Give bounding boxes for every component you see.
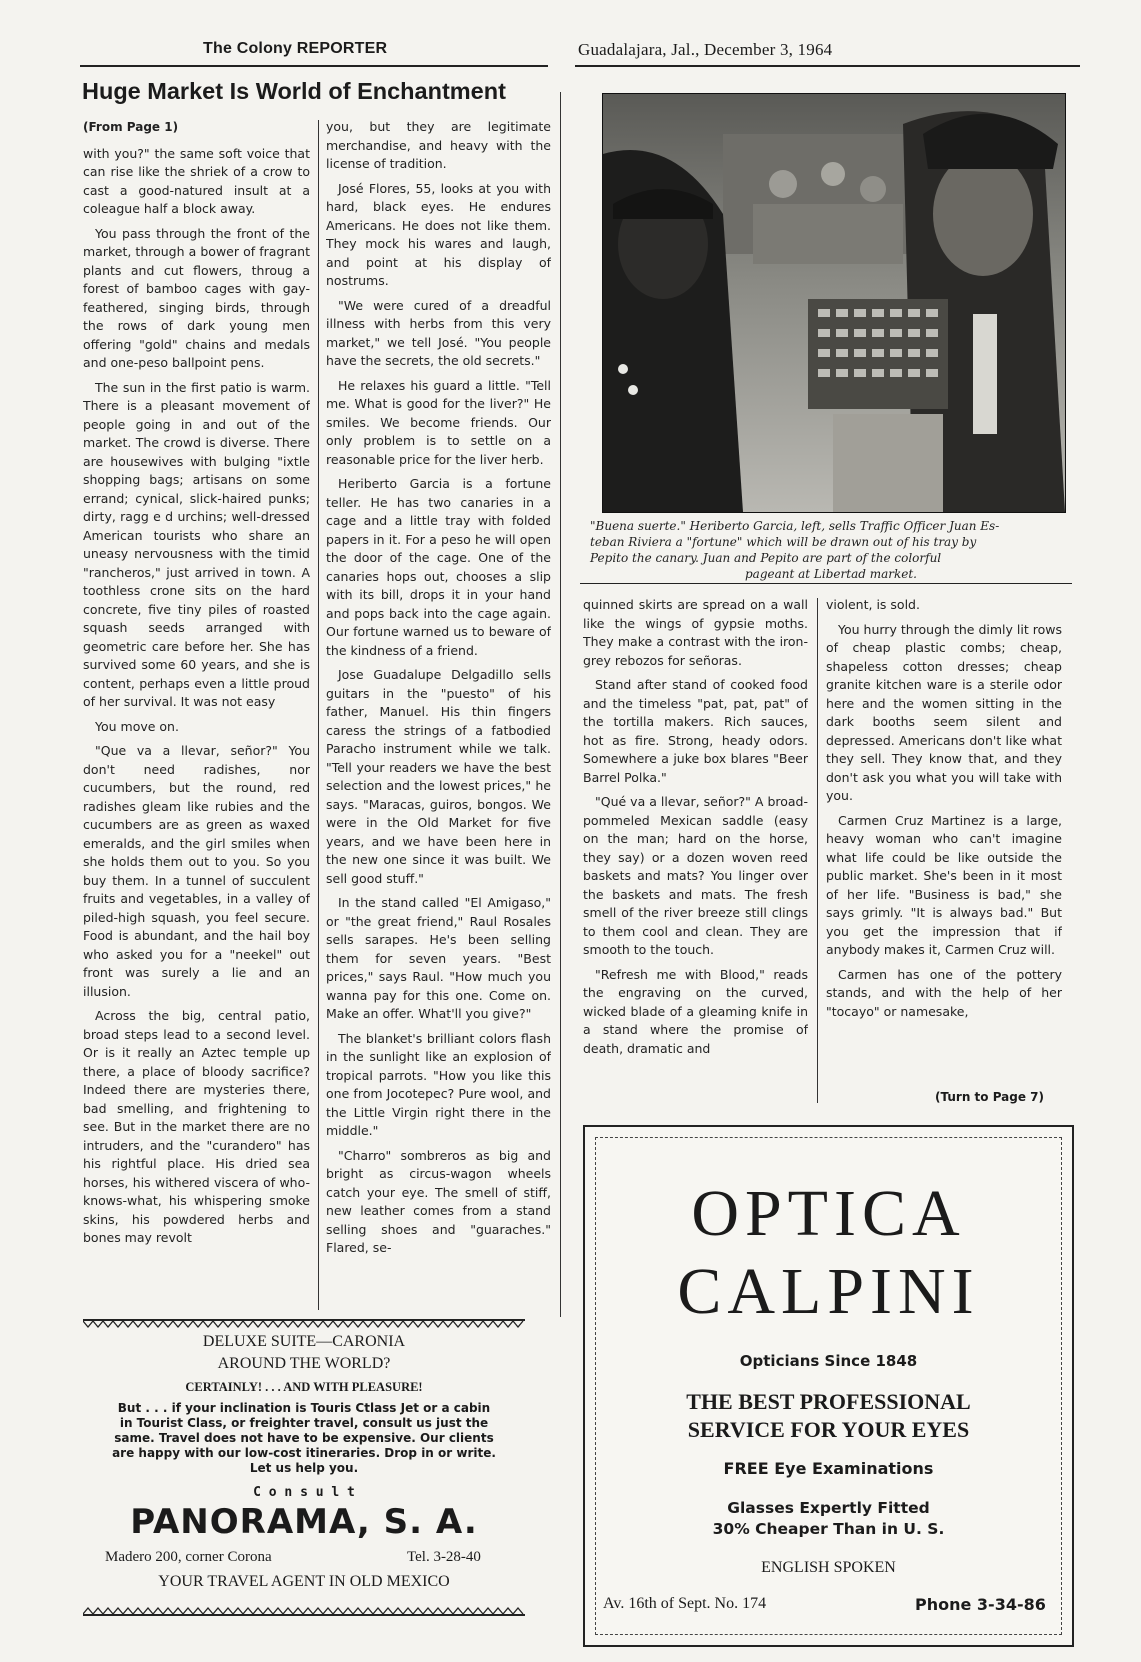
paragraph: José Flores, 55, looks at you with hard, black eyes. He endures Americans. He does not like them. They mock his wares and laugh, and point at his display of nostrums. xyxy=(326,180,551,288)
caption-line: pageant at Libertad market. xyxy=(744,567,917,581)
optica-calpini-ad xyxy=(583,1125,1074,1647)
paragraph: "Que va a llevar, señor?" You don't need radishes, nor cucumbers, but the round, red radishes gleam like rubies and the cucumbers are as green as waxed emeralds, and the girl smiles when she holds them out to you. So you buy them. In a tunnel of succulent fruits and vegetables, in a valley of piled-high squash, you feel secure. Food is abundant, and the hail boy who asked you for a "neekel" out front was surely a lie and an illusion. xyxy=(83,743,310,999)
optica-phone: Phone 3-34-86 xyxy=(915,1595,1046,1614)
optica-glasses: Glasses Expertly Fitted xyxy=(727,1499,930,1517)
paragraph: Stand after stand of cooked food and the timeless "pat, pat, pat" of the tortilla makers. Rich sauces, hot as fire. Strong, heady odors. Somewhere a juke box blares "Beer Barrel Polka." xyxy=(583,677,808,785)
optica-address: Av. 16th of Sept. No. 174 xyxy=(603,1595,767,1612)
paragraph: violent, is sold. xyxy=(826,597,920,612)
paragraph: "Qué va a llevar, señor?" A broad-pommeled Mexican saddle (easy on the man; hard on the horse, they say) or a dozen woven reed baskets and mats? You linger over the baskets and mats. The fresh smell of the river breeze still clings to them cool and clean. They are smooth to the touch. xyxy=(583,794,808,957)
ad-body-line: are happy with our low-cost itineraries. Drop in or write. xyxy=(112,1446,496,1460)
paragraph: He relaxes his guard a little. "Tell me. What is good for the liver?" He smiles. We become friends. Our only problem is to settle on a reasonable price for the liver herb. xyxy=(326,377,551,467)
turn-to-page: (Turn to Page 7) xyxy=(935,1090,1045,1104)
optica-glasses: 30% Cheaper Than in U. S. xyxy=(712,1520,945,1538)
paragraph: Jose Guadalupe Delgadillo sells guitars in the "puesto" of his father, Manuel. His thin fingers caress the strings of a fatbodied Paracho instrument while we talk. "Tell your readers we have the best selection and the lowest prices," he says. "Maracas, guiros, bongos. We were in the Old Market for five years, and we have been here in the new one since it was built. We sell good stuff." xyxy=(326,667,551,886)
ad-body-line: in Tourist Class, or freighter travel, consult us just the xyxy=(119,1416,489,1430)
caption-line: "Buena suerte." Heriberto Garcia, left, sells Traffic Officer Juan Es- xyxy=(590,519,1000,533)
optica-english: ENGLISH SPOKEN xyxy=(761,1559,896,1576)
optica-since: Opticians Since 1848 xyxy=(739,1352,918,1370)
caption-line: teban Riviera a "fortune" which will be drawn out of his tray by xyxy=(590,535,977,549)
paragraph: "Refresh me with Blood," reads the engraving on the curved, wicked blade of a gleaming knife in a stand where the promise of death, dramatic and xyxy=(583,966,808,1056)
paper-name: The Colony REPORTER xyxy=(203,40,388,57)
paragraph: Carmen Cruz Martinez is a large, heavy woman who can't imagine what life could be like outside the public market. She's been in it most of her life. "Business is bad," she says grimly. "It is always bad." But you get the impression that if anybody makes it, Carmen Cruz will. xyxy=(826,812,1062,957)
headline: Huge Market Is World of Enchantment xyxy=(82,78,506,104)
optica-slogan: SERVICE FOR YOUR EYES xyxy=(687,1417,970,1442)
photo-caption xyxy=(590,518,1072,582)
paragraph: You move on. xyxy=(95,718,179,734)
column-divider xyxy=(817,598,818,1103)
ad-body xyxy=(83,1401,525,1476)
market-photo xyxy=(602,93,1066,513)
paragraph: "Charro" sombreros as big and bright as circus-wagon wheels catch your eye. The smell of stiff, new leather comes from a stand selling shoes and "guaraches." Flared, se- xyxy=(326,1147,551,1255)
optica-free-exam: FREE Eye Examinations xyxy=(723,1459,934,1478)
panorama-tel: Tel. 3-28-40 xyxy=(407,1549,481,1565)
panorama-ad xyxy=(83,1317,525,1609)
ad-line: AROUND THE WORLD? xyxy=(217,1355,391,1372)
consult-label: C o n s u l t xyxy=(253,1485,355,1500)
paragraph: Heriberto Garcia is a fortune teller. He has two canaries in a cage and a little tray with folded papers in it. For a peso he will open the door of the cage. One of the canaries hops out, chooses a slip with its bill, drops it in your hand and pops back into the cage again. Our fortune warned us to beware of the kindness of a friend. xyxy=(326,476,551,658)
header-rule-right xyxy=(575,65,1080,67)
article-column-3 xyxy=(583,596,808,1101)
caption-line: Pepito the canary. Juan and Pepito are part of the colorful xyxy=(590,551,942,565)
article-column-1 xyxy=(83,118,310,1310)
ad-line: CERTAINLY! . . . AND WITH PLEASURE! xyxy=(185,1380,423,1394)
paragraph: You hurry through the dimly lit rows of cheap plastic combs; cheap, shapeless cotton dresses; cheap granite kitchen ware is a sterile odor here and the women sitting in the dark booths seem silent and depressed. Americans don't like what they sell. They know that, and they don't ask you what you will take with you. xyxy=(826,621,1062,803)
paragraph: Carmen has one of the pottery stands, and with the help of her "tocayo" or namesake, xyxy=(826,966,1062,1019)
article-column-4 xyxy=(826,596,1062,1086)
optica-name-line2: CALPINI xyxy=(677,1255,980,1328)
market-photo-image xyxy=(603,94,1065,512)
ad-line: DELUXE SUITE—CARONIA xyxy=(202,1333,406,1350)
paragraph: with you?" the same soft voice that can rise like the shriek of a crow to cast a good-natured insult at a coleague half a block away. xyxy=(83,145,310,216)
header-rule-left xyxy=(80,65,548,67)
paragraph: You pass through the front of the market, through a bower of fragrant plants and cut flowers, throug a forest of bamboo cages with gay-feathered, singing birds, through the rows of dark young men offering "gold" chains and medals and one-peso ballpoint pens. xyxy=(83,225,310,370)
column-divider xyxy=(318,120,319,1310)
paragraph: Across the big, central patio, broad steps lead to a second level. Or is it really an Aztec temple up there, a place of bloody sacrifice? Indeed there are mysteries there, bad smelling, and frightening to see. But in the market there are no intruders, and the "curandero" has his rightful place. His dried sea horses, his withered viscera of who-knows-what, his whispering smoke skins, his powdered herbs and bones may revolt xyxy=(83,1008,310,1245)
paragraph: you, but they are legitimate merchandise, and heavy with the license of tradition. xyxy=(326,119,551,171)
caption-rule xyxy=(580,583,1072,584)
optica-slogan: THE BEST PROFESSIONAL xyxy=(686,1389,971,1414)
ad-body-line: same. Travel does not have to be expensive. Our clients xyxy=(114,1431,494,1445)
ad-body-line: But . . . if your inclination is Touris Ctlass Jet or a cabin xyxy=(117,1401,491,1415)
paragraph: The sun in the first patio is warm. There is a pleasant movement of people going in and out of the market. The crowd is diverse. There are housewives with bulging "ixtle shopping bags; artisans on some errand; cynical, slick-haired punks; dirty, ragg e d urchins; well-dressed American tourists who share an uneasy nervousness with the timid "rancheros," just arrived in town. A toothless crone sits on the hard concrete, five tiny piles of roasted squash seeds arranged with geometric care before her. She has survived some 60 years, and she is content, perhaps even a little proud of her survival. It was not easy xyxy=(83,379,310,709)
panorama-name: PANORAMA, S. A. xyxy=(130,1502,478,1542)
column-divider xyxy=(560,92,561,1317)
from-page: (From Page 1) xyxy=(83,120,179,134)
paragraph: "We were cured of a dreadful illness with herbs from this very market," we tell José. "You people have the secrets, the old secrets." xyxy=(326,297,551,368)
ad-border-bottom xyxy=(83,1603,525,1613)
paragraph: In the stand called "El Amigaso," or "the great friend," Raul Rosales sells sarapes. He's been selling them for seven years. "Best prices," says Raul. "How much you wanna pay for this one. Come on. Make an offer. What'll you give?" xyxy=(326,895,551,1021)
ad-body-line: Let us help you. xyxy=(249,1461,359,1475)
panorama-address: Madero 200, corner Corona xyxy=(105,1549,272,1565)
dateline: Guadalajara, Jal., December 3, 1964 xyxy=(578,40,833,59)
optica-name-line1: OPTICA xyxy=(691,1177,966,1250)
panorama-tagline: YOUR TRAVEL AGENT IN OLD MEXICO xyxy=(158,1573,450,1590)
paragraph: The blanket's brilliant colors flash in the sunlight like an explosion of tropical parrots. "How you like this one from Jocotepec? Pure wool, and the Little Virgin right there in the middle." xyxy=(326,1030,551,1138)
article-column-2 xyxy=(326,118,551,1310)
paragraph: quinned skirts are spread on a wall like the wings of gypsie moths. They make a contrast with the iron-grey rebozos for señoras. xyxy=(583,597,808,668)
